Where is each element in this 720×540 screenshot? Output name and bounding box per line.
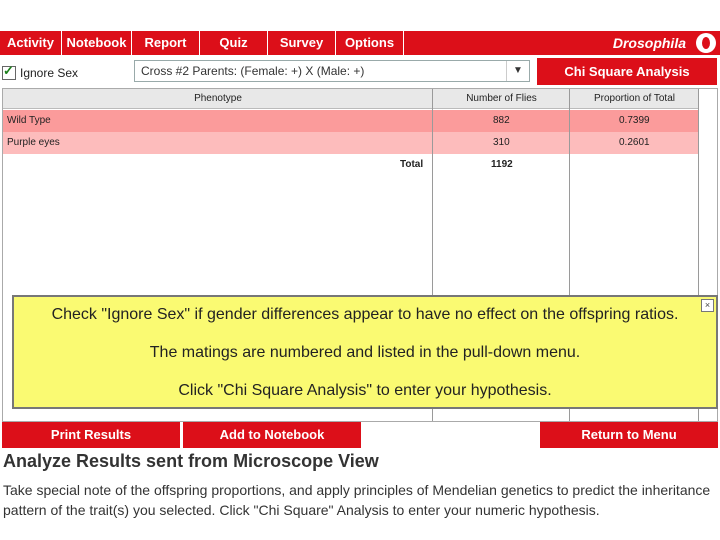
- cross-select-value: Cross #2 Parents: (Female: +) X (Male: +): [141, 64, 365, 78]
- app-brand-title: Drosophila: [612, 35, 686, 51]
- menu-bar: [0, 31, 720, 55]
- help-tooltip: [12, 295, 718, 409]
- menu-survey[interactable]: Survey: [268, 31, 336, 55]
- ignore-sex-label: Ignore Sex: [20, 66, 79, 80]
- table-total-row: [3, 154, 699, 176]
- menu-notebook[interactable]: Notebook: [62, 31, 132, 55]
- header-phenotype: Phenotype: [3, 89, 433, 109]
- fly-logo-icon: [696, 33, 716, 53]
- menu-options[interactable]: Options: [336, 31, 404, 55]
- ignore-sex-control[interactable]: [2, 64, 78, 82]
- header-proportion: Proportion of Total: [570, 89, 699, 109]
- header-number-of-flies: Number of Flies: [433, 89, 570, 109]
- print-results-button[interactable]: Print Results: [2, 422, 180, 448]
- caption-body: Take special note of the offspring proportions, and apply principles of Mendelian genetics to predict the inheritance pattern of the trait(s) you selected. Click "Chi Square" Analysis to enter your numeric hypothesis.: [3, 482, 711, 518]
- cell-proportion: 0.7399: [619, 115, 650, 126]
- tooltip-line-3: Click "Chi Square Analysis" to enter your hypothesis.: [178, 382, 552, 399]
- cross-select[interactable]: [134, 60, 530, 82]
- cell-proportion: 0.2601: [619, 137, 650, 148]
- add-to-notebook-button[interactable]: Add to Notebook: [183, 422, 361, 448]
- total-count: 1192: [491, 159, 513, 170]
- menu-activity[interactable]: Activity: [0, 31, 62, 55]
- chevron-down-icon[interactable]: ▼: [506, 61, 529, 81]
- menu-report[interactable]: Report: [132, 31, 200, 55]
- cell-count: 310: [493, 137, 510, 148]
- table-row[interactable]: [3, 110, 699, 132]
- table-row[interactable]: [3, 132, 699, 154]
- total-label: Total: [400, 159, 424, 170]
- caption-heading: Analyze Results sent from Microscope View: [3, 451, 379, 471]
- tooltip-line-1: Check "Ignore Sex" if gender differences appear to have no effect on the offspring ratios.: [51, 306, 679, 323]
- cell-phenotype: Wild Type: [7, 115, 51, 126]
- menu-quiz[interactable]: Quiz: [200, 31, 268, 55]
- cell-phenotype: Purple eyes: [7, 137, 60, 148]
- cell-count: 882: [493, 115, 510, 126]
- ignore-sex-checkbox[interactable]: [2, 66, 16, 80]
- close-icon[interactable]: ×: [701, 299, 714, 312]
- return-to-menu-button[interactable]: Return to Menu: [540, 422, 718, 448]
- tooltip-line-2: The matings are numbered and listed in the pull-down menu.: [149, 344, 581, 361]
- chi-square-analysis-button[interactable]: Chi Square Analysis: [537, 58, 717, 85]
